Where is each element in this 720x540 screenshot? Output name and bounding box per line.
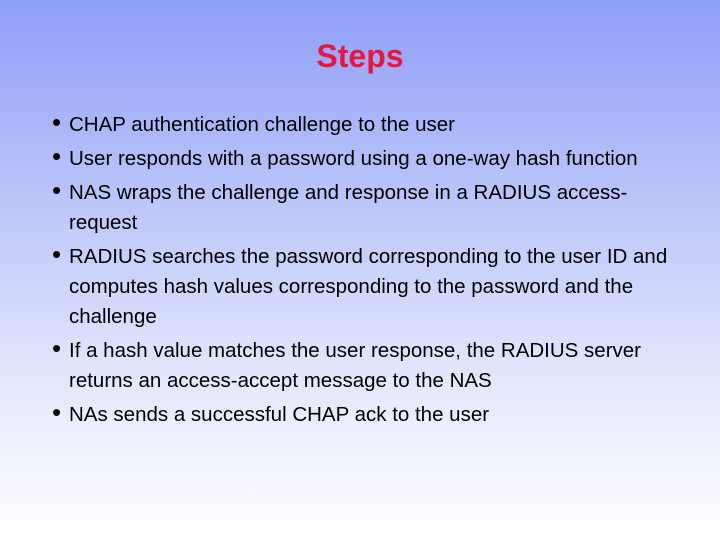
bullet-item xyxy=(52,333,692,396)
bullet-dot-icon: • xyxy=(52,175,62,205)
bullet-dot-icon: • xyxy=(52,239,62,269)
bullet-text: RADIUS searches the password corresponding to the user ID and computes hash values corresponding to the password and the challenge xyxy=(69,245,668,328)
bullet-item xyxy=(52,239,692,332)
bullet-item xyxy=(52,141,692,174)
bullet-dot-icon: • xyxy=(52,397,62,427)
slide-title: Steps xyxy=(316,38,404,74)
bullet-dot-icon: • xyxy=(52,333,62,363)
bullet-text: NAS wraps the challenge and response in a RADIUS access-request xyxy=(69,181,628,234)
bullet-text: NAs sends a successful CHAP ack to the user xyxy=(69,403,490,426)
bullet-item xyxy=(52,175,692,238)
bullet-text: If a hash value matches the user response, the RADIUS server returns an access-accept message to the NAS xyxy=(69,339,641,392)
bullet-text: User responds with a password using a one-way hash function xyxy=(69,147,638,170)
bullet-item xyxy=(52,107,692,140)
bullet-text: CHAP authentication challenge to the user xyxy=(69,113,455,136)
bullet-dot-icon: • xyxy=(52,107,62,137)
bullet-list xyxy=(52,107,692,434)
bullet-item xyxy=(52,397,692,430)
bullet-dot-icon: • xyxy=(52,141,62,171)
